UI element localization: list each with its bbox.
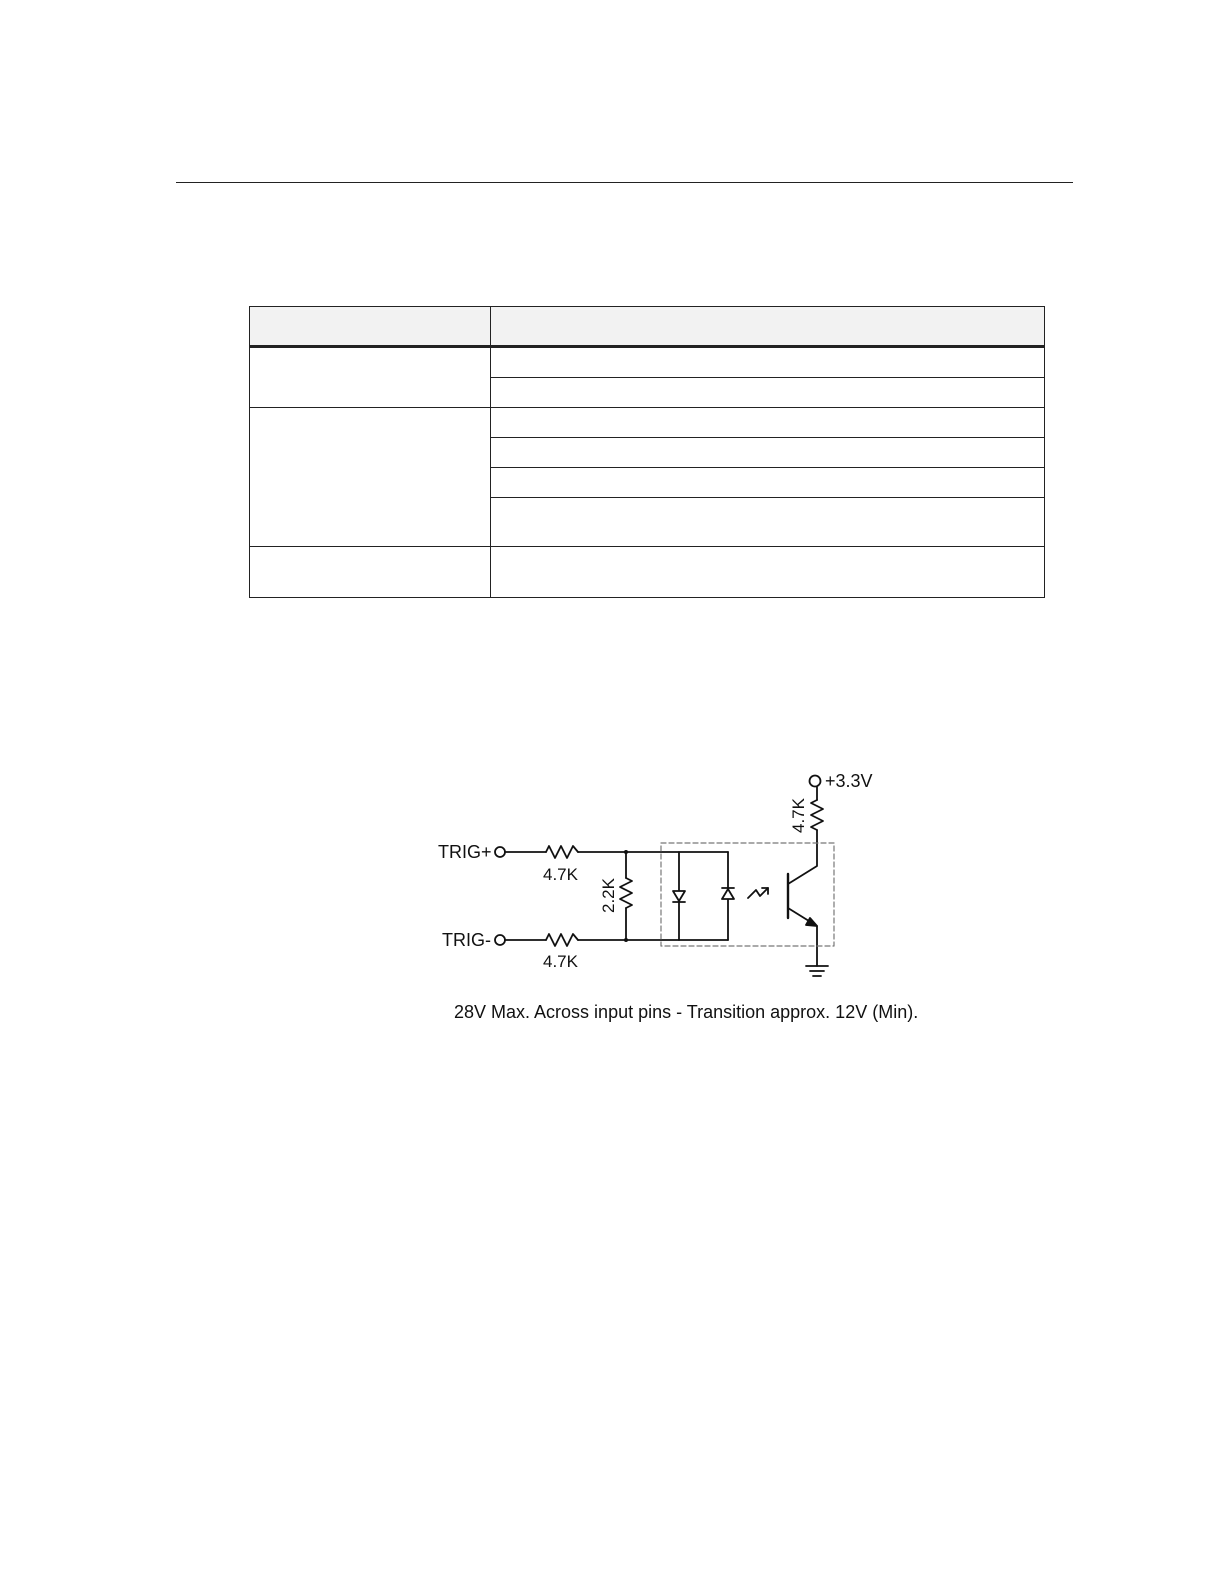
resistor-4k7-pullup-icon [811,800,823,830]
supply-terminal-icon [810,776,821,787]
junction-dot [624,938,628,942]
diagram-caption: 28V Max. Across input pins - Transition approx. 12V (Min). [454,1002,919,1022]
transistor-emitter [788,908,817,966]
resistor-bottom-label: 4.7K [543,952,578,971]
supply-label: +3.3V [825,771,873,791]
diode-down-icon [673,891,685,901]
light-emission-icon [748,888,768,898]
resistor-shunt-label: 2.2K [599,878,618,913]
resistor-top-label: 4.7K [543,865,578,884]
trig-plus-terminal-icon [495,847,505,857]
resistor-pullup-label: 4.7K [789,798,808,833]
trig-minus-terminal-icon [495,935,505,945]
resistor-2k2-icon [620,878,632,908]
resistor-4k7-top-icon [546,846,578,858]
trig-plus-label: TRIG+ [438,842,492,862]
transistor-collector [788,842,817,884]
junction-dot [624,850,628,854]
optocoupler-box [661,843,834,946]
diode-up-icon [722,889,734,899]
trig-minus-label: TRIG- [442,930,491,950]
resistor-4k7-bottom-icon [546,934,578,946]
